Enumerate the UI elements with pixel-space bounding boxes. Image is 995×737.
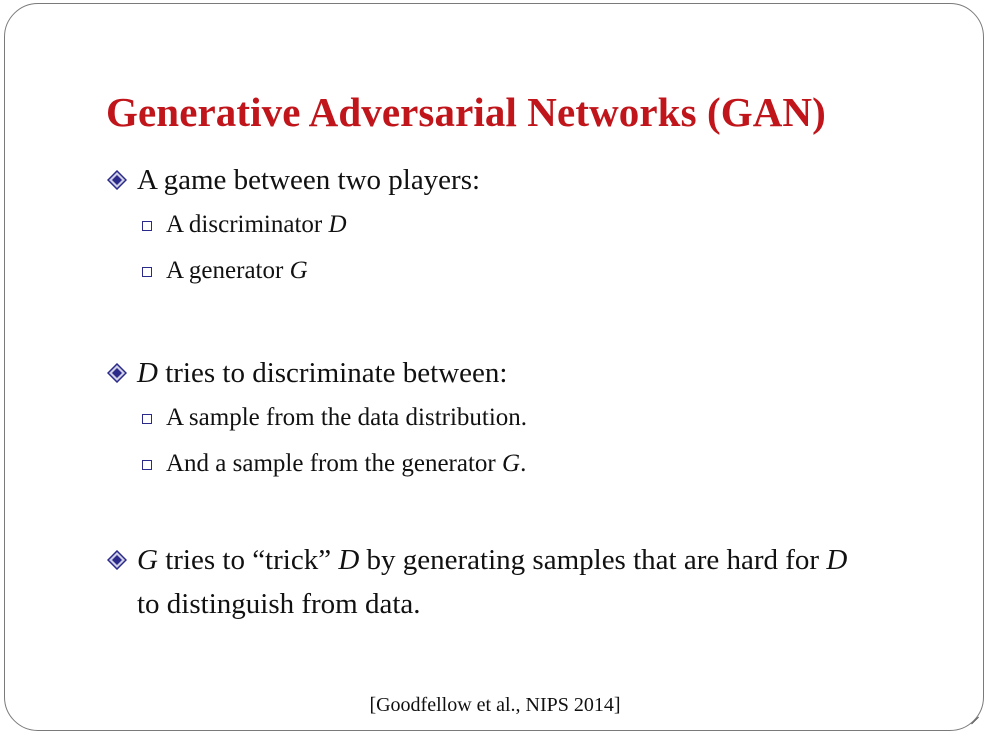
bullet-text: tries to “trick”	[157, 544, 339, 576]
sub-bullet-italic: G	[289, 257, 308, 284]
slide-title: Generative Adversarial Networks (GAN)	[106, 89, 826, 135]
bullet-1-text: A game between two players:	[137, 164, 481, 196]
bullet-text: tries to discriminate between:	[157, 357, 508, 389]
square-bullet-icon	[142, 414, 152, 424]
sub-bullet-italic: G	[502, 450, 521, 477]
bullet-3-text	[137, 538, 847, 582]
bullet-italic: D	[826, 544, 848, 576]
diamond-bullet-icon	[107, 550, 127, 570]
square-bullet-icon	[142, 267, 152, 277]
bullet-3-line-2-text: to distinguish from data.	[137, 588, 421, 620]
bullet-2-text	[137, 351, 507, 395]
sub-bullet-text: And a sample from the generator	[166, 450, 502, 477]
bullet-text: by generating samples that are hard for	[359, 544, 827, 576]
sub-bullet-2-1-text: A sample from the data distribution.	[166, 404, 528, 431]
diamond-bullet-icon	[107, 170, 127, 190]
citation: [Goodfellow et al., NIPS 2014]	[369, 694, 621, 716]
bullet-italic: D	[137, 357, 158, 389]
sub-bullet-text: A generator	[166, 257, 290, 284]
sub-bullet-suffix: .	[520, 450, 527, 477]
bullet-italic: G	[137, 544, 158, 576]
square-bullet-icon	[142, 460, 152, 470]
sub-bullet-text: A discriminator	[166, 211, 329, 238]
sub-bullet-1-2-text	[166, 254, 308, 288]
sub-bullet-1-1-text	[166, 208, 347, 242]
bullet-italic: D	[338, 544, 360, 576]
square-bullet-icon	[142, 221, 152, 231]
sub-bullet-italic: D	[328, 211, 347, 238]
sub-bullet-2-2-text	[166, 447, 526, 481]
diamond-bullet-icon	[107, 363, 127, 383]
